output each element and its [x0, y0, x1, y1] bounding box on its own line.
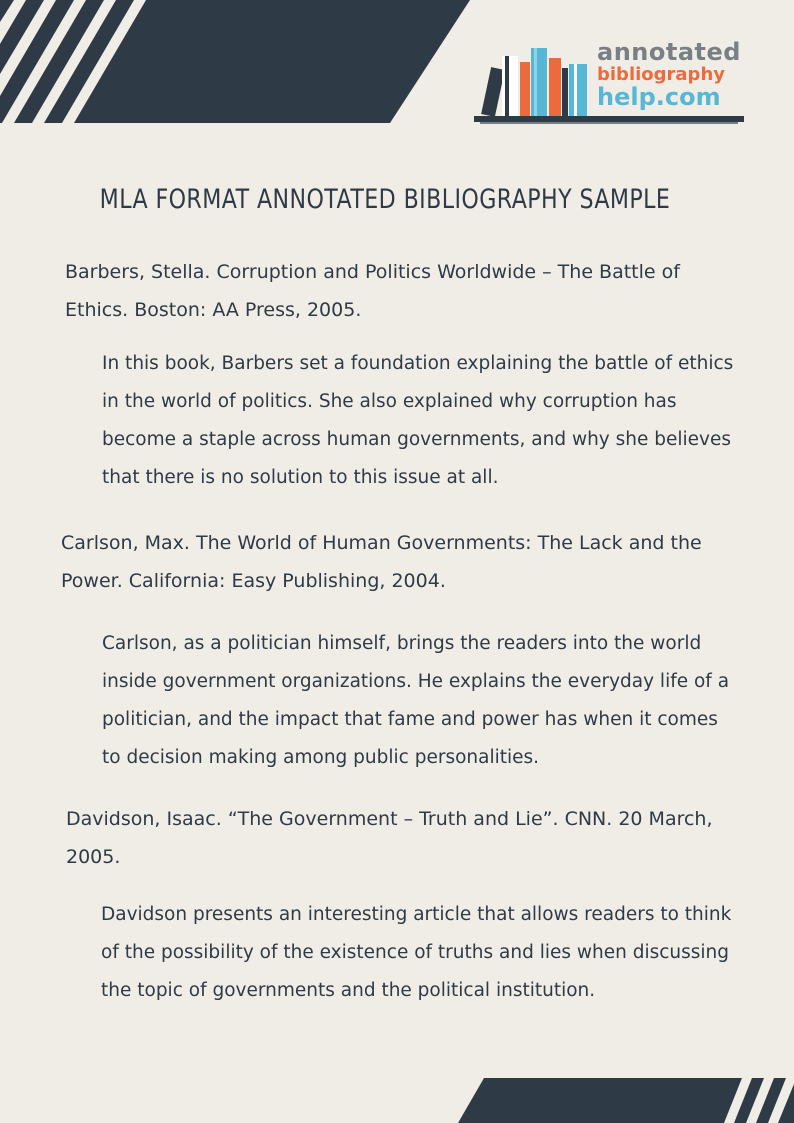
- citation-3: Davidson, Isaac. “The Government – Truth and Lie”. CNN. 20 March, 2005.: [66, 808, 713, 868]
- logo-line-annotated: annotated: [597, 38, 741, 66]
- logo-line-bibliography: bibliography: [597, 64, 725, 85]
- annotation-1: In this book, Barbers set a foundation explaining the battle of ethics in the world of politics. She also explained why corruption has become a staple across human governments, and why she believes that there is no solution to this issue at all.: [102, 353, 734, 488]
- site-logo: [472, 38, 747, 128]
- logo-line-help: help.com: [597, 83, 721, 111]
- footer-stripe-decoration: [0, 1078, 794, 1123]
- annotation-3: Davidson presents an interesting article that allows readers to think of the possibility of the existence of truths and lies when discussing the topic of governments and the political institution.: [101, 904, 732, 1001]
- page-title: MLA FORMAT ANNOTATED BIBLIOGRAPHY SAMPLE: [99, 184, 671, 215]
- citation-1: Barbers, Stella. Corruption and Politics Worldwide – The Battle of Ethics. Boston: AA Press, 2005.: [65, 261, 680, 321]
- logo-wordmark: [597, 40, 741, 109]
- citation-2: Carlson, Max. The World of Human Governments: The Lack and the Power. California: Easy Publishing, 2004.: [61, 532, 702, 592]
- annotation-2: Carlson, as a politician himself, brings the readers into the world inside government organizations. He explains the everyday life of a politician, and the impact that fame and power has when it comes to decision making among public personalities.: [102, 633, 730, 768]
- header-stripe-decoration: [0, 0, 470, 123]
